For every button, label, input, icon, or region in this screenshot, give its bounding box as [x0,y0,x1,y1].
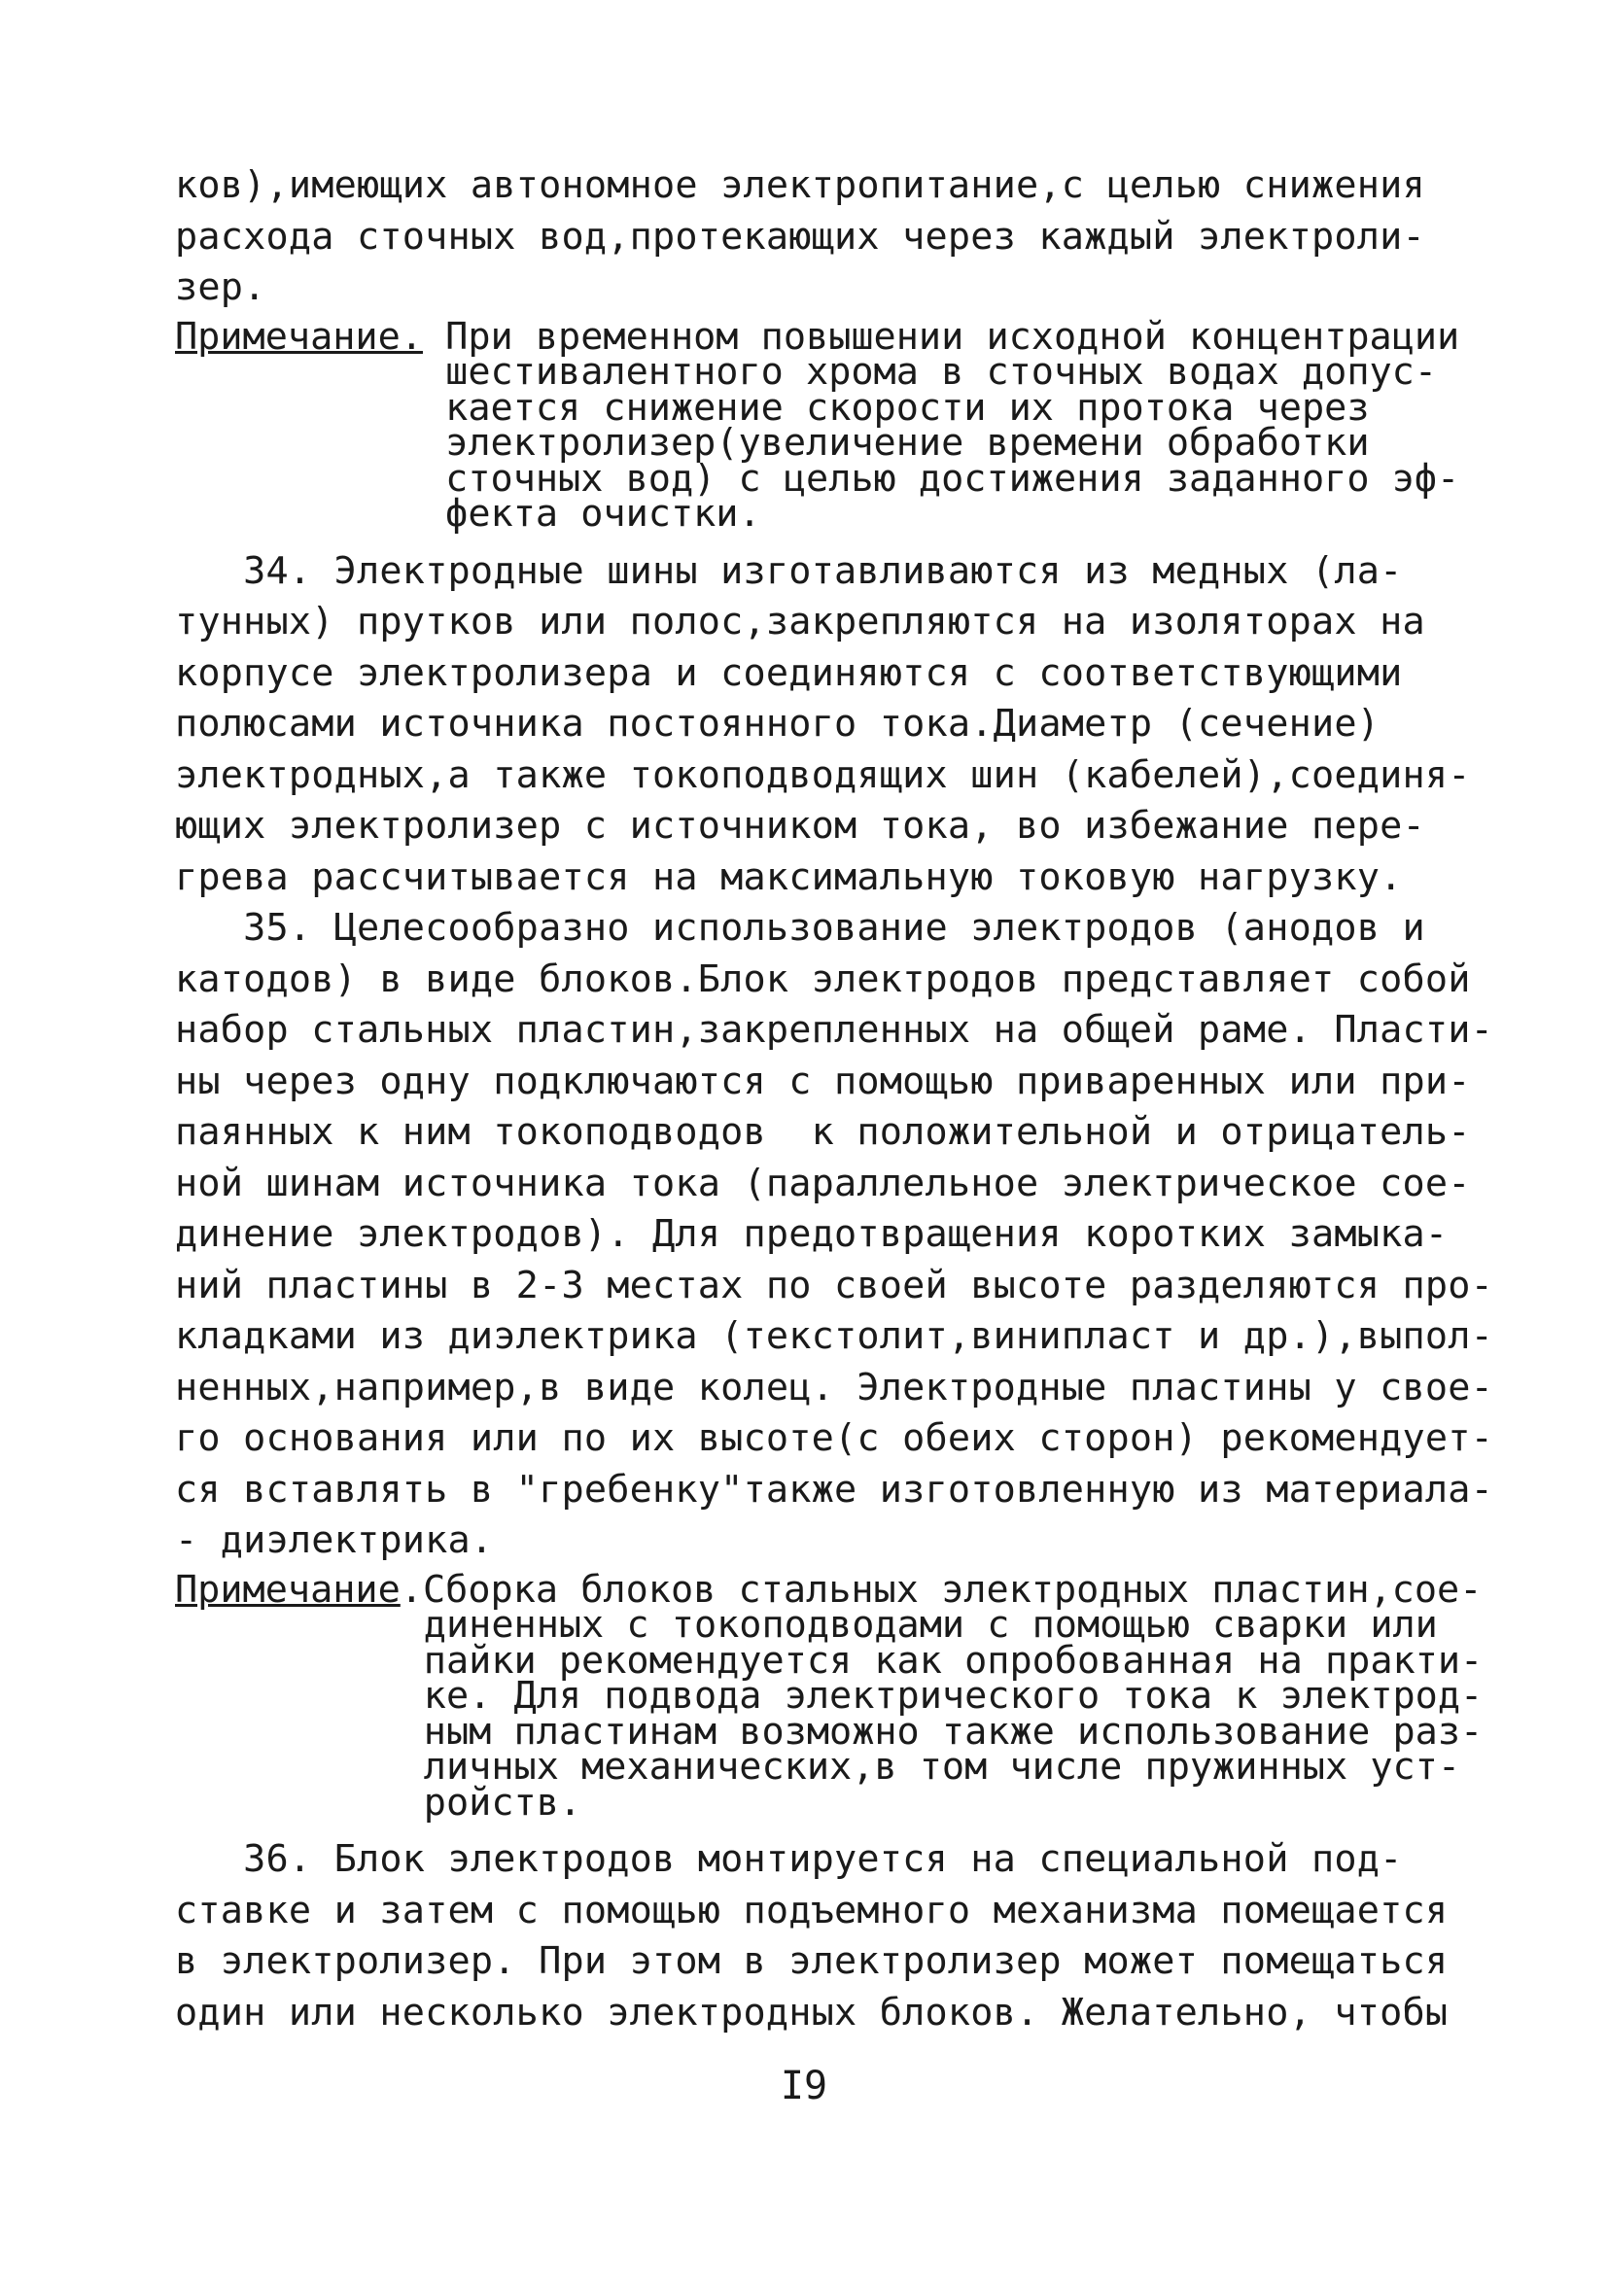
paragraph-intro [175,160,1439,314]
text-line: набор стальных пластин,закрепленных на общей раме. Пласти- [175,1008,1493,1052]
text-line: расхода сточных вод,протекающих через каждый электроли- [175,214,1425,259]
note-body [400,1567,1484,1825]
note-body [445,314,1460,536]
note-line: ке. Для подвода электрического тока к электрод- [423,1674,1484,1718]
note-line: .Сборка блоков стальных электродных пластин,сое- [400,1567,1483,1612]
note-line: фекта очистки. [445,492,761,536]
note-line: электролизер(увеличение времени обработки [445,421,1370,465]
text-line: ний пластины в 2-3 местах по своей высоте разделяются про- [175,1263,1493,1307]
text-line: в электролизер. При этом в электролизер может помещаться [175,1939,1449,1983]
note-label: Примечание. [175,314,423,359]
page-number: I9 [780,2064,828,2108]
text-line: го основания или по их высоте(с обеих сторон) рекомендует- [175,1416,1493,1460]
paragraph-35 [175,903,1493,1567]
text-line: 34. Электродные шины изготавливаются из медных (ла- [175,548,1403,593]
paragraph-36 [175,1834,1449,2038]
text-line: грева рассчитывается на максимальную токовую нагрузку. [175,854,1403,899]
text-line: 35. Целесообразно использование электродов (анодов и [175,906,1425,950]
note-line: диненных с токоподводами с помощью сварки или [423,1603,1438,1647]
text-line: электродных,а также токоподводящих шин (кабелей),соединя- [175,752,1471,797]
text-line: ков),имеющих автономное электропитание,с целью снижения [175,163,1425,207]
document-page [175,160,1493,2038]
text-line: кладками из диэлектрика (текстолит,винипласт и др.),выпол- [175,1314,1493,1358]
note-2 [175,1567,1484,1825]
text-line: корпусе электролизера и соединяются с соответствующими [175,650,1403,695]
text-line: тунных) прутков или полос,закрепляются на изоляторах на [175,600,1425,644]
text-line: ющих электролизер с источником тока, во избежание пере- [175,804,1425,848]
text-line: зер. [175,265,266,309]
text-line: один или несколько электродных блоков. Желательно, чтобы [175,1990,1449,2035]
text-line: динение электродов). Для предотвращения коротких замыка- [175,1212,1449,1256]
note-line: ным пластинам возможно также использование раз- [423,1709,1484,1754]
note-line: кается снижение скорости их протока через [445,385,1370,430]
text-line: паянных к ним токоподводов к положительной и отрицатель- [175,1110,1471,1154]
note-1 [175,314,1460,536]
note-label: Примечание [175,1567,401,1612]
text-line: ся вставлять в "гребенку"также изготовленную из материала- [175,1467,1493,1512]
note-line: сточных вод) с целью достижения заданного эф- [445,456,1460,501]
text-line: ненных,например,в виде колец. Электродные пластины у свое- [175,1365,1493,1409]
text-line: ны через одну подключаются с помощью приваренных или при- [175,1059,1471,1103]
note-line: ройств. [423,1780,582,1825]
note-line: При временном повышении исходной концентрации [445,314,1460,359]
note-line: шестивалентного хрома в сточных водах допус- [445,350,1438,394]
text-line: 36. Блок электродов монтируется на специальной под- [175,1837,1403,1881]
text-line: катодов) в виде блоков.Блок электродов представляет собой [175,957,1471,1001]
note-line: личных механических,в том числе пружинных уст- [423,1745,1461,1789]
text-line: ной шинам источника тока (параллельное электрическое сое- [175,1161,1471,1205]
text-line: ставке и затем с помощью подъемного механизма помещается [175,1888,1449,1932]
note-line: пайки рекомендуется как опробованная на практи- [423,1638,1484,1683]
text-line: - диэлектрика. [175,1518,494,1562]
text-line: полюсами источника постоянного тока.Диаметр (сечение) [175,702,1381,746]
paragraph-34 [175,546,1471,904]
